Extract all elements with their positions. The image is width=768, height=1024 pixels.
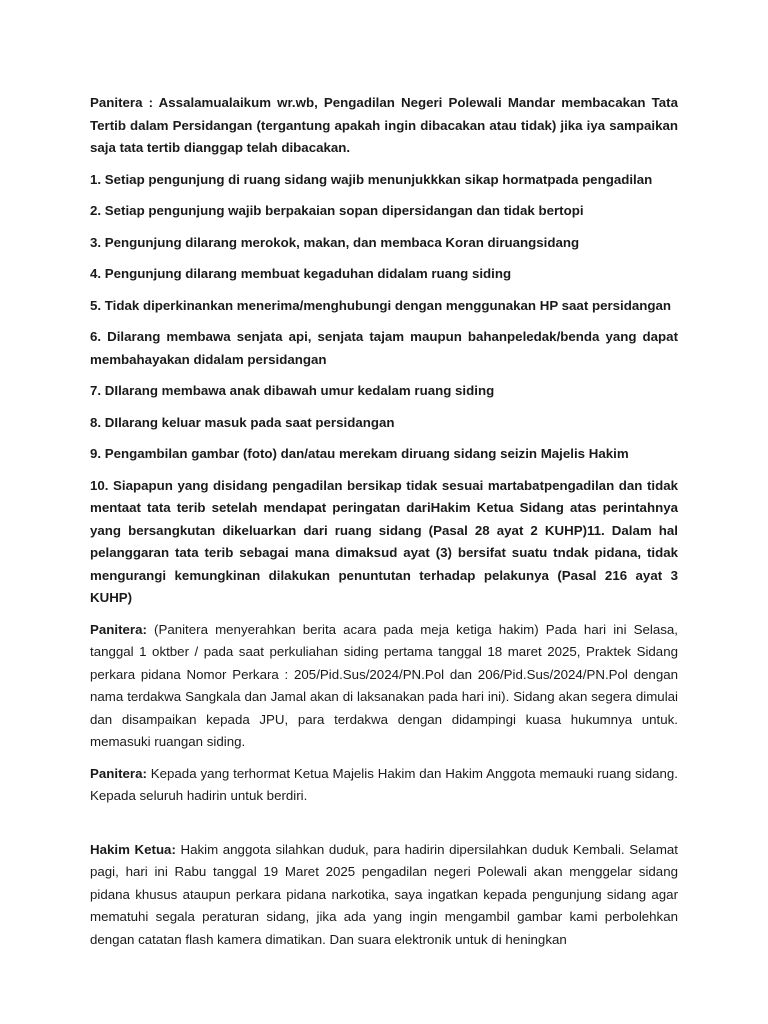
rule-item-4: 4. Pengunjung dilarang membuat kegaduhan didalam ruang siding [90,266,512,281]
dialogue-text: (Panitera menyerahkan berita acara pada meja ketiga hakim) Pada hari ini Selasa, tanggal 1 oktber / pada saat perkuliahan siding pertama tanggal 18 maret 2025, Praktek Sidang perkara pidana Nomor Perkara : 205/Pid.Sus/2024/PN.Pol dan 206/Pid.Sus/2024/PN.Pol dengan nama terdakwa Sangkala dan Jamal akan di laksanakan pada hari ini). Sidang akan segera dimulai dan disampaikan kepada JPU, para terdakwa dengan didampingi kuasa hukumnya untuk. memasuki ruangan siding. [90,621,678,749]
rule-item-6: 6. Dilarang membawa senjata api, senjata tajam maupun bahanpeledak/benda yang dapat membahayakan didalam persidangan [90,329,678,367]
intro-paragraph: Panitera : Assalamualaikum wr.wb, Pengadilan Negeri Polewali Mandar membacakan Tata Tertib dalam Persidangan (tergantung apakah ingin dibacakan atau tidak) jika iya sampaikan saja tata tertib dianggap telah dibacakan. [90,95,678,155]
rule-item-5: 5. Tidak diperkinankan menerima/menghubungi dengan menggunakan HP saat persidangan [90,297,672,313]
dialogue-panitera-2 [90,763,678,808]
dialogue-text: Kepada yang terhormat Ketua Majelis Hakim dan Hakim Anggota memauki ruang sidang. Kepada seluruh hadirin untuk berdiri. [90,765,678,803]
speaker-label: Panitera: [90,621,147,637]
dialogue-text: Hakim anggota silahkan duduk, para hadirin dipersilahkan duduk Kembali. Selamat pagi, hari ini Rabu tanggal 19 Maret 2025 pengadilan negeri Polewali akan menggelar sidang pidana khusus ataupun perkara pidana narkotika, saya ingatkan kepada pengunjung sidang agar mematuhi segala peraturan sidang, jika ada yang ingin mengambil gambar kami perbolehkan dengan catatan flash kamera dimatikan. Dan suara elektronik untuk di heningkan [90,841,678,947]
rule-item-10: 10. Siapapun yang disidang pengadilan bersikap tidak sesuai martabatpengadilan dan tidak mentaat tata terib setelah mendapat peringatan dariHakim Ketua Sidang atas perintahnya yang bersangkutan dikeluarkan dari ruang sidang (Pasal 28 ayat 2 KUHP)11. Dalam hal pelanggaran tata terib sebagai mana dimaksud ayat (3) bersifat suatu tndak pidana, tidak mengurangi kemungkinan dilakukan penuntutan terhadap pelakunya (Pasal 216 ayat 3 KUHP) [90,477,678,605]
document-page [90,92,678,960]
rule-item-1: 1. Setiap pengunjung di ruang sidang wajib menunjukkkan sikap hormatpada pengadilan [90,171,653,187]
rule-item-2: 2. Setiap pengunjung wajib berpakaian sopan dipersidangan dan tidak bertopi [90,203,584,218]
rule-item-7: 7. DIlarang membawa anak dibawah umur kedalam ruang siding [90,383,495,398]
rule-item-8: 8. DIlarang keluar masuk pada saat persidangan [90,414,395,430]
spacer [90,817,678,839]
rule-item-9: 9. Pengambilan gambar (foto) dan/atau merekam diruang sidang seizin Majelis Hakim [90,446,629,461]
dialogue-hakim-ketua [90,839,678,952]
speaker-label: Hakim Ketua: [90,841,176,857]
dialogue-panitera-1 [90,619,678,754]
rule-item-3: 3. Pengunjung dilarang merokok, makan, dan membaca Koran diruangsidang [90,234,580,250]
speaker-label: Panitera: [90,765,147,781]
